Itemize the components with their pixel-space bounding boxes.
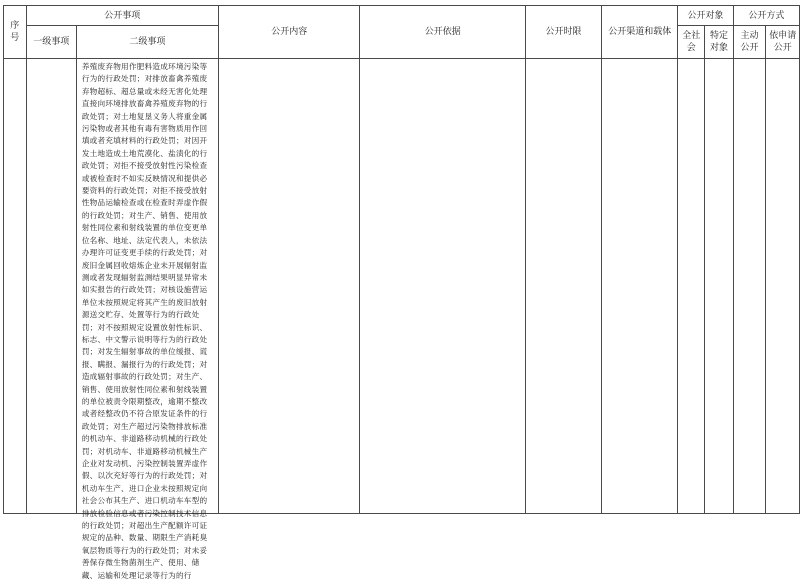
cell-level1 [26,59,76,514]
header-whole-society: 全社会 [678,26,705,59]
disclosure-table [3,5,800,580]
header-time-limit: 公开时限 [525,6,601,59]
header-target: 公开对象 [678,6,733,26]
cell-serial [4,59,27,514]
header-serial: 序号 [4,6,27,59]
cell-content [219,59,360,514]
header-method: 公开方式 [733,6,799,26]
cell-channel [602,59,678,514]
header-basis: 公开依据 [360,6,526,59]
cell-whole-society [678,59,705,514]
cell-level2 [76,59,218,580]
header-row-1 [4,6,800,26]
header-content: 公开内容 [219,6,360,59]
header-matters: 公开事项 [26,6,218,26]
cell-specific-target [705,59,733,514]
header-on-request: 依申请公开 [766,26,800,59]
header-specific-target: 特定对象 [705,26,733,59]
header-level2: 二级事项 [76,26,218,59]
cell-active [733,59,766,514]
cell-basis [360,59,526,514]
cell-on-request [766,59,800,514]
level2-text: 养殖废弃物用作肥料造成环境污染等行为的行政处罚；对排放畜禽养殖废弃物超标、超总量或未经无害化处理直接向环境排放畜禽养殖废弃物的行政处罚；对土地复垦义务人将重金属污染物或者其他有毒有害物质用作回填或者充填材料的行政处罚；对因开发土地造成土地荒漠化、盐渍化的行政处罚；对拒不接受放射性污染检查或被检查时不如实反映情况和提供必要资料的行政处罚；对拒不接受放射性物品运输检查或在检查时弄虚作假的行政处罚；对生产、销售、使用放射性同位素和射线装置的单位变更单位名称、地址、法定代表人，未依法办理许可证变更手续的行政处罚；对废旧金属回收熔炼企业未开展辐射监测或者发现辐射监测结果明显异常未如实报告的行政处罚；对核设施营运单位未按照规定将其产生的废旧放射源送交贮存、处置等行为的行政处罚；对不按照规定设置放射性标识、标志、中文警示说明等行为的行政处罚；对发生辐射事故的单位缓报、谎报、瞒报、漏报行为的行政处罚；对造成辐射事故的行政处罚；对生产、销售、使用放射性同位素和射线装置的单位被责令限期整改，逾期不整改或者经整改仍不符合原发证条件的行政处罚；对生产超过污染物排放标准的机动车、非道路移动机械的行政处罚；对机动车、非道路移动机械生产企业对发动机、污染控制装置弄虚作假、以次充好等行为的行政处罚；对机动车生产、进口企业未按照规定向社会公布其生产、进口机动车车型的排放检验信息或者污染控制技术信息的行政处罚；对超出生产配额许可证规定的品种、数量、期限生产消耗臭氧层物质等行为的行政处罚；对未妥善保存微生物菌剂生产、使用、储藏、运输和处理记录等行为的行 [81,62,208,580]
header-active: 主动公开 [733,26,766,59]
header-level1: 一级事项 [26,26,76,59]
cell-time-limit [525,59,601,514]
table-row [4,59,800,514]
header-channel: 公开渠道和载体 [602,6,678,59]
